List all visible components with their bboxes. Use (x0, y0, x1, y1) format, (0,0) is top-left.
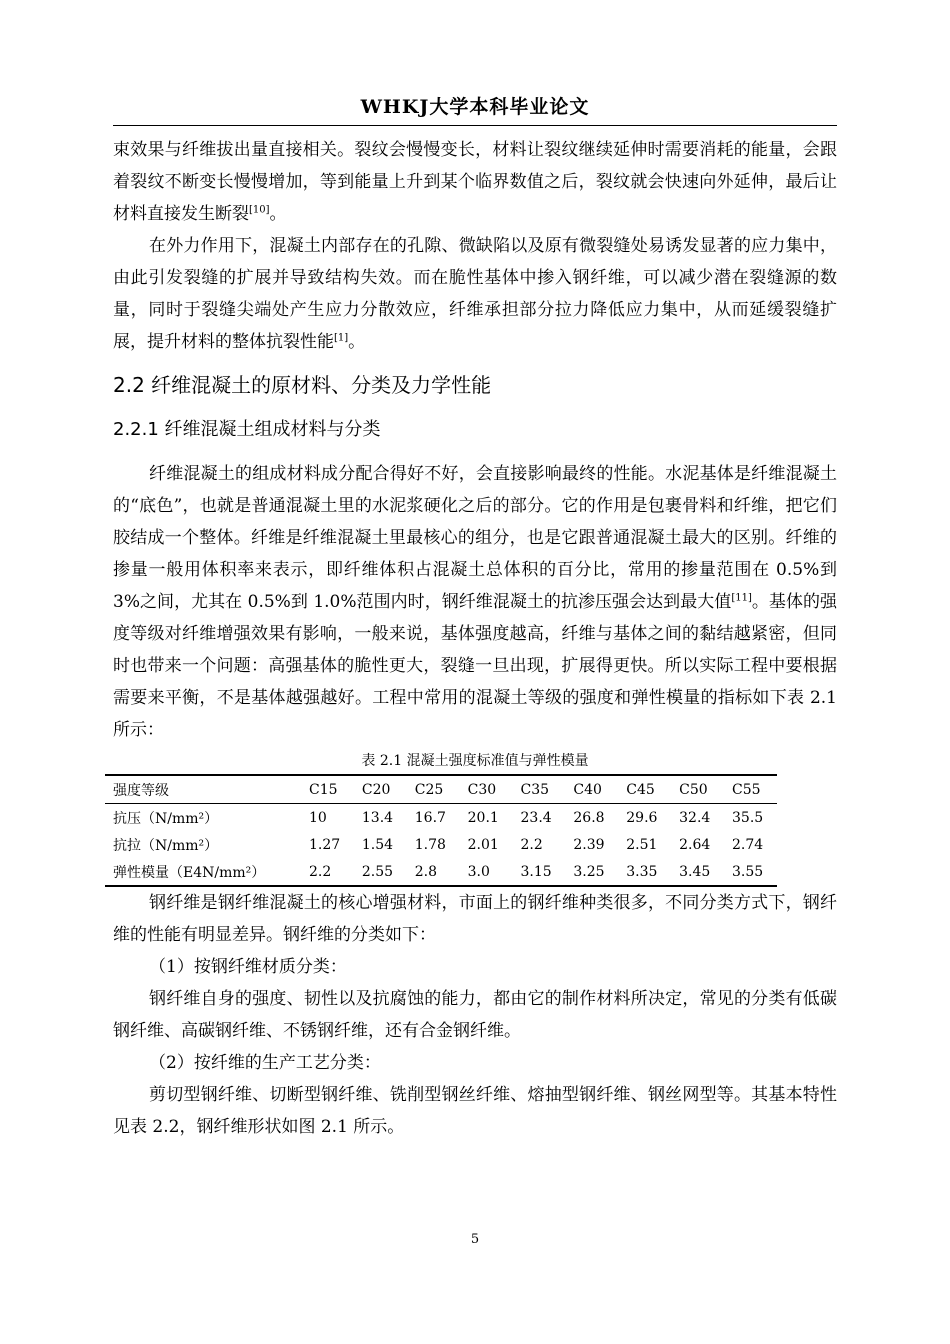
table-cell: 2.64 (679, 836, 711, 853)
table-cell: 2.01 (467, 836, 499, 853)
table-cell: 3.25 (565, 858, 618, 886)
running-header: WHKJ大学本科毕业论文 (360, 96, 590, 118)
table-header-row (105, 775, 777, 804)
table-cell: 29.6 (626, 809, 658, 826)
table-header-cell: C30 (460, 775, 513, 804)
table-cell: 13.4 (361, 809, 394, 826)
table-cell: 16.7 (414, 809, 446, 826)
table-cell: 2.51 (626, 836, 658, 853)
table-header-cell: C55 (724, 775, 777, 804)
table-header-cell: C15 (301, 775, 354, 804)
paragraph-8: 剪切型钢纤维、切断型钢纤维、铣削型钢丝纤维、熔抽型钢纤维、钢丝网型等。其基本特性见表 2.2，钢纤维形状如图 2.1 所示。 (113, 1085, 837, 1137)
table-cell: 3.55 (724, 858, 777, 886)
table-cell: 2.8 (407, 858, 460, 886)
table-header-cell: C50 (671, 775, 724, 804)
table-header-cell: C45 (618, 775, 671, 804)
table-cell: 弹性模量（E4N/mm²） (105, 858, 301, 886)
section-heading: 2.2 纤维混凝土的原材料、分类及力学性能 (113, 373, 492, 397)
table-cell: 3.15 (513, 858, 566, 886)
table-cell: 3.0 (460, 858, 513, 886)
table-header-cell: C35 (513, 775, 566, 804)
table-caption: 表 2.1 混凝土强度标准值与弹性模量 (361, 753, 589, 769)
table-cell: 1.27 (309, 836, 341, 853)
table-header-cell: C20 (354, 775, 407, 804)
table-header-cell: C40 (565, 775, 618, 804)
paragraph-text: 纤维混凝土的组成材料成分配合得好不好，会直接影响最终的性能。水泥基体是纤维混凝土的“底色”，也就是普通混凝土里的水泥浆硬化之后的部分。它的作用是包裹骨料和纤维，把它们胶结成一个整体。纤维是纤维混凝土里最核心的组分，也是它跟普通混凝土最大的区别。纤维的掺量一般用体积率来表示，即纤维体积占混凝土总体积的百分比，常用的掺量范围在 0.5%到 3%之间，尤其在 0.5%到 1.0%范围内时，钢纤维混凝土的抗渗压强会达到最大值 (113, 464, 837, 612)
paragraph-text: 。 (348, 332, 366, 352)
paragraph-6: 钢纤维自身的强度、韧性以及抗腐蚀的能力，都由它的制作材料所决定，常见的分类有低碳钢纤维、高碳钢纤维、不锈钢纤维，还有合金钢纤维。 (113, 989, 837, 1041)
paragraph-4: 钢纤维是钢纤维混凝土的核心增强材料，市面上的钢纤维种类很多，不同分类方式下，钢纤维的性能有明显差异。钢纤维的分类如下： (113, 893, 837, 945)
table-cell: 2.74 (732, 836, 764, 853)
table-row (105, 858, 777, 886)
header-divider (113, 125, 837, 126)
table-cell: 2.2 (520, 836, 543, 853)
table-row (105, 804, 777, 832)
paragraph-1 (113, 134, 837, 230)
page-body (113, 134, 837, 1143)
citation-ref: [1] (334, 332, 349, 344)
paragraph-text: 在外力作用下，混凝土内部存在的孔隙、微缺陷以及原有微裂缝处易诱发显著的应力集中，由此引发裂缝的扩展并导致结构失效。而在脆性基体中掺入钢纤维，可以减少潜在裂缝源的数量，同时于裂缝尖端处产生应力分散效应，纤维承担部分拉力降低应力集中，从而延缓裂缝扩展，提升材料的整体抗裂性能 (113, 236, 837, 352)
table-cell: 35.5 (732, 809, 764, 826)
table-cell: 2.39 (573, 836, 605, 853)
paragraph-text: 束效果与纤维拔出量直接相关。裂纹会慢慢变长，材料让裂纹继续延伸时需要消耗的能量，会跟着裂纹不断变长慢慢增加，等到能量上升到某个临界数值之后，裂纹就会快速向外延伸，最后让材料直接发生断裂 (113, 140, 837, 224)
citation-ref: [11] (731, 592, 752, 604)
subsection-heading: 2.2.1 纤维混凝土组成材料与分类 (113, 419, 381, 440)
table-cell: 2.55 (354, 858, 407, 886)
classification-heading-2: （2）按纤维的生产工艺分类： (149, 1053, 381, 1073)
paragraph-text: 。 (269, 204, 287, 224)
strength-table (105, 774, 777, 887)
table-cell: 3.45 (671, 858, 724, 886)
classification-heading-1: （1）按钢纤维材质分类： (149, 957, 347, 977)
page-number: 5 (470, 1232, 480, 1247)
table-cell: 20.1 (467, 809, 499, 826)
table-row (105, 831, 777, 858)
table-cell: 23.4 (520, 809, 552, 826)
table-cell: 2.2 (301, 858, 354, 886)
table-cell: 抗拉（N/mm²） (113, 837, 219, 854)
paragraph-3 (113, 458, 837, 746)
table-header-cell: 强度等级 (105, 775, 301, 804)
table-cell: 32.4 (679, 809, 711, 826)
table-cell: 10 (309, 809, 327, 826)
paragraph-2 (113, 230, 837, 358)
table-cell: 26.8 (573, 809, 605, 826)
paragraph-text: 。基体的强度等级对纤维增强效果有影响，一般来说，基体强度越高，纤维与基体之间的黏结越紧密，但同时也带来一个问题：高强基体的脆性更大，裂缝一旦出现，扩展得更快。所以实际工程中要根据需要来平衡，不是基体越强越好。工程中常用的混凝土等级的强度和弹性模量的指标如下表 2.1所示： (113, 592, 838, 740)
citation-ref: [10] (249, 204, 270, 216)
table-cell: 抗压（N/mm²） (113, 810, 219, 827)
table-header-cell: C25 (407, 775, 460, 804)
table-cell: 1.54 (361, 836, 394, 853)
table-cell: 1.78 (414, 836, 446, 853)
table-cell: 3.35 (618, 858, 671, 886)
